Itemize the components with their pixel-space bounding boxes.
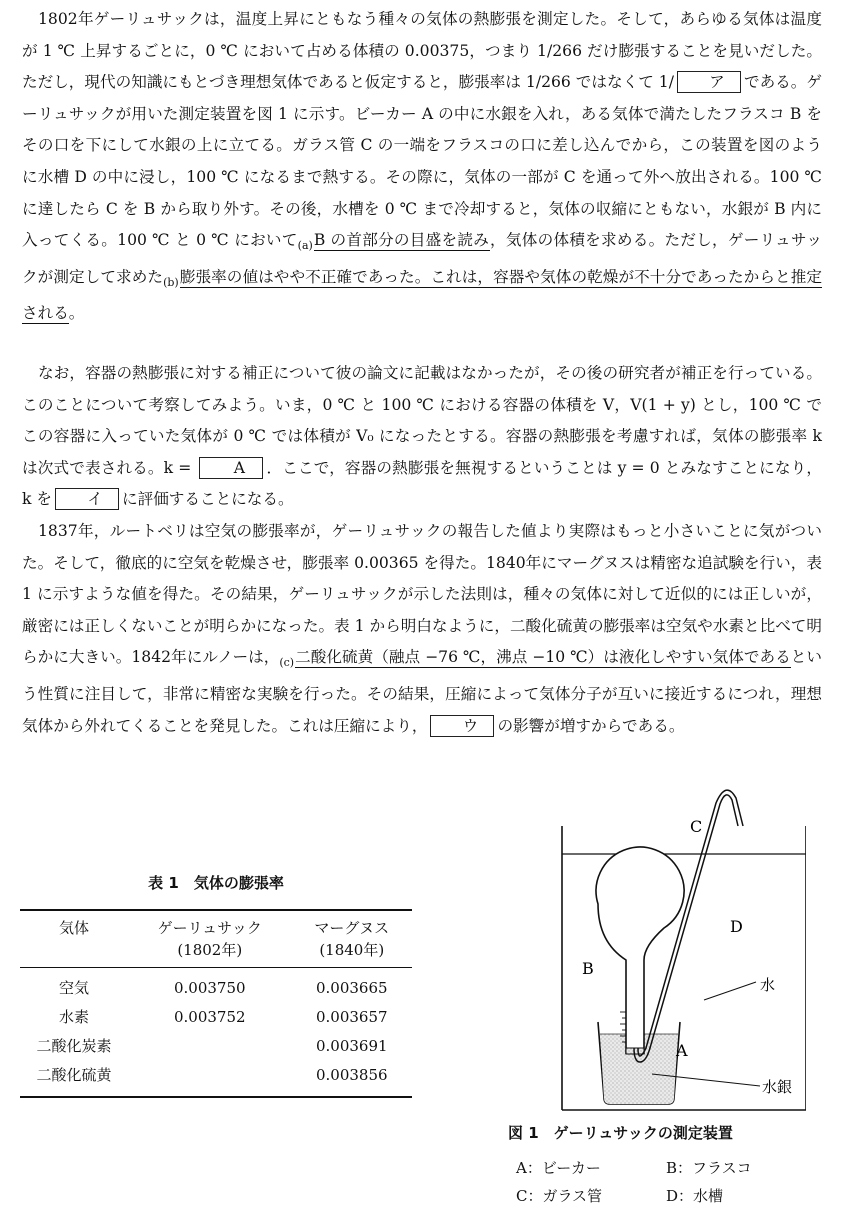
header-gay-lussac: ゲーリュサック (1802年) — [157, 919, 262, 959]
p2-text-3: に評価することになる。 — [122, 490, 294, 509]
p3-text-3: の影響が増すからである。 — [497, 716, 685, 735]
p1-text-4: 。 — [68, 304, 85, 323]
apparatus-figure — [556, 786, 806, 1116]
marker-a: (a) — [297, 239, 313, 253]
header-magnus: マーグヌス (1840年) — [314, 919, 390, 959]
underline-b: 膨張率の値はやや不正確であった。これは，容器や気体の乾燥が不十分であったからと推定される — [22, 267, 822, 323]
label-a: A — [676, 1041, 688, 1060]
cell-gay-lussac: 0.003752 — [173, 1008, 246, 1026]
p1-text-1: 1802年ゲーリュサックは，温度上昇にともなう種々の気体の熱膨張を測定した。そして，あらゆる気体は温度が 1 ℃ 上昇するごとに，0 ℃ において占める体積の 0.00375，つまり 1/266 だけ膨張することを見いだした。ただし，現代の知識にもとづき理想気体であると仮定すると，膨張率は 1/266 ではなくて 1/ — [22, 10, 822, 92]
table-header-row — [20, 910, 412, 968]
cell-gas: 水素 — [58, 1008, 89, 1026]
table — [20, 909, 412, 1098]
answer-box-A: A — [199, 457, 263, 479]
flask — [596, 847, 684, 1054]
answer-box-i: イ — [55, 488, 119, 510]
table-row — [20, 968, 412, 1004]
cell-gay-lussac: 0.003750 — [173, 979, 246, 997]
p1-text-2: である。ゲーリュサックが用いた測定装置を図 1 に示す。ビーカー A の中に水銀を入れ，ある気体で満たしたフラスコ B をその口を下にして水銀の上に立てる。ガラス管 C の一端をフラスコの口に差し込んでから，この装置を図のように水槽 D の中に浸し，100 ℃ になるまで熱する。その際に，気体の一部が C を通って外へ放出される。100 ℃ に達したら C を B から取り外す。その後，水槽を 0 ℃ まで冷却すると，気体の収縮にともない，水銀が B 内に入ってくる。100 ℃ と 0 ℃ において — [22, 73, 822, 250]
p1-text-3: ，気体の体積を求める。ただし，ゲーリュサックが測定して求めた — [22, 231, 822, 286]
paragraph-3 — [22, 516, 822, 742]
p2-text-2: ．ここで，容器の熱膨張を無視するということは y = 0 とみなすことになり，k を — [22, 458, 822, 509]
cell-magnus: 0.003665 — [315, 979, 388, 997]
legend-d: D：水槽 — [666, 1187, 724, 1205]
p2-text-1: なお，容器の熱膨張に対する補正について彼の論文に記載はなかったが，その後の研究者が補正を行っている。このことについて考察してみよう。いま，0 ℃ と 100 ℃ における容器の体積を V，V(1 + y) とし，100 ℃ でこの容器に入っていた気体が 0 ℃ では体積が V₀ になったとする。容器の熱膨張を考慮すれば，気体の膨張率 k は次式で表される。k = — [22, 364, 822, 477]
figure-legend — [516, 1154, 816, 1210]
table-row — [20, 1032, 412, 1061]
label-mercury: 水銀 — [762, 1078, 793, 1096]
cell-gay-lussac — [128, 1032, 292, 1061]
p3-text-1: 1837年，ルートベリは空気の膨張率が，ゲーリュサックの報告した値より実際はもっと小さいことに気がついた。そして，徹底的に空気を乾燥させ，膨張率 0.00365 を得た。1840年にマーグヌスは精密な追試験を行い，表 1 に示すような値を得た。その結果，ゲーリュサックが示した法則は，種々の気体に対して近似的には正しいが，厳密には正しくないことが明らかになった。表 1 から明白なように，二酸化硫黄の膨張率は空気や水素と比べて明らかに大きい。1842年にルノーは， — [22, 522, 822, 667]
marker-c: (c) — [279, 656, 295, 670]
figure-caption: 図 1 ゲーリュサックの測定装置 — [508, 1124, 733, 1142]
underline-c: 二酸化硫黄（融点 −76 ℃，沸点 −10 ℃）は液化しやすい気体である — [295, 648, 791, 667]
cell-magnus: 0.003657 — [315, 1008, 388, 1026]
legend-row — [516, 1182, 816, 1210]
answer-box-a: ア — [677, 71, 741, 93]
cell-gas: 二酸化硫黄 — [36, 1066, 112, 1084]
marker-b: (b) — [163, 275, 179, 289]
water-leader — [704, 982, 756, 1000]
cell-gas: 空気 — [58, 979, 89, 997]
water-tank — [562, 826, 806, 1110]
legend-row — [516, 1154, 816, 1182]
cell-gas: 二酸化炭素 — [36, 1037, 112, 1055]
answer-box-u: ウ — [430, 715, 494, 737]
legend-b: B：フラスコ — [666, 1159, 752, 1177]
header-gas: 気体 — [58, 919, 89, 937]
cell-magnus: 0.003691 — [315, 1037, 388, 1055]
label-c: C — [690, 817, 703, 836]
table-row — [20, 1003, 412, 1032]
expansion-rate-table — [20, 872, 412, 1098]
label-d: D — [730, 917, 743, 936]
paragraph-2 — [22, 358, 822, 516]
table-row — [20, 1061, 412, 1097]
legend-a: A：ビーカー — [516, 1159, 601, 1177]
cell-magnus: 0.003856 — [315, 1066, 388, 1084]
cell-gay-lussac — [128, 1061, 292, 1097]
underline-a: B の首部分の目盛を読み — [313, 231, 491, 250]
paragraph-1 — [22, 4, 822, 330]
table-title: 表 1 気体の膨張率 — [148, 874, 284, 892]
label-b: B — [582, 959, 594, 978]
label-water: 水 — [760, 976, 776, 994]
p3-text-2: という性質に注目して，非常に精密な実験を行った。その結果，圧縮によって気体分子が互いに接近するにつれ，理想気体から外れてくることを発見した。これは圧縮により， — [22, 648, 822, 735]
legend-c: C：ガラス管 — [516, 1187, 603, 1205]
